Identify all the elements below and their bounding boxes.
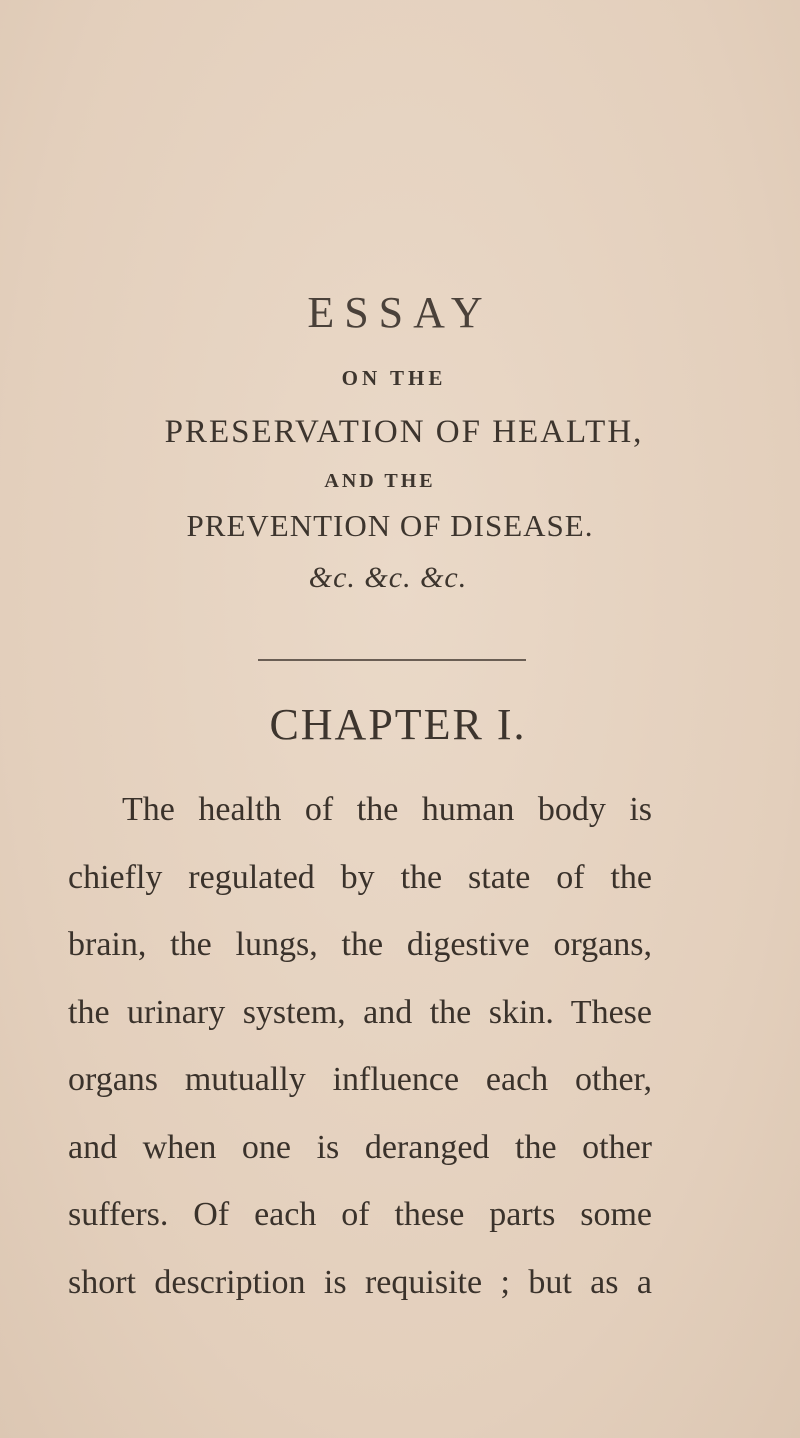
subtitle-main: PRESERVATION OF HEALTH, xyxy=(164,414,644,450)
chapter-heading: CHAPTER I. xyxy=(269,700,527,749)
subtitle-prefix: ON THE xyxy=(341,366,447,390)
body-line: chiefly regulated by the state of the xyxy=(68,858,652,896)
subtitle-second: PREVENTION OF DISEASE. xyxy=(186,508,594,543)
body-line: short description is requisite ; but as a xyxy=(68,1263,652,1301)
etcetera-line: &c. &c. &c. xyxy=(308,561,468,594)
section-divider xyxy=(258,659,526,661)
body-paragraph xyxy=(68,776,652,1316)
body-line: brain, the lungs, the digestive organs, xyxy=(68,926,652,963)
body-line: the urinary system, and the skin. These xyxy=(68,993,652,1031)
body-line: suffers. Of each of these parts some xyxy=(68,1196,652,1233)
essay-title: ESSAY xyxy=(307,288,493,337)
body-line: organs mutually influence each other, xyxy=(68,1061,652,1098)
body-line: and when one is deranged the other xyxy=(68,1128,652,1166)
subtitle-joiner: AND THE xyxy=(324,470,436,492)
body-line: The health of the human body is xyxy=(122,791,652,828)
